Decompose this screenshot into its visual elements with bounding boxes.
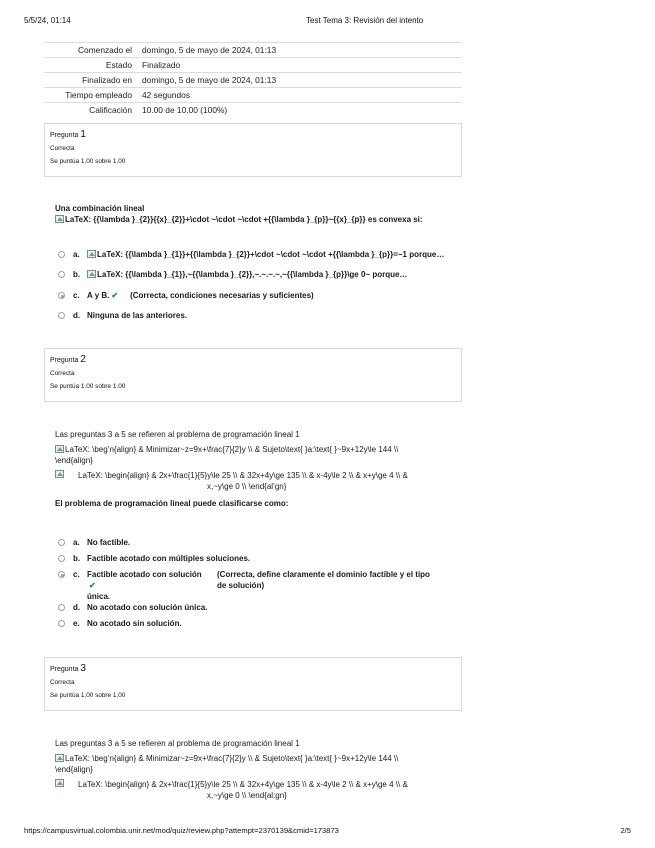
answer-option[interactable]	[58, 618, 458, 629]
latex-alt-text-cont: \end{align}	[55, 456, 93, 465]
question-number: Pregunta 2	[50, 354, 86, 365]
answer-text: A y B.	[87, 291, 110, 300]
question-1-text	[55, 203, 455, 225]
broken-image-icon	[55, 779, 64, 787]
answer-text: No acotado sin solución.	[87, 619, 182, 628]
latex-alt-text-cont: x,~y\ge 0 \\ \end{al:gn}	[207, 791, 287, 800]
answer-text-cont: única.	[87, 592, 111, 601]
radio-button-selected[interactable]	[58, 292, 65, 299]
summary-row	[44, 88, 462, 103]
question-number: Pregunta 3	[50, 663, 86, 674]
radio-button-selected[interactable]	[58, 571, 65, 578]
summary-row	[44, 43, 462, 58]
summary-row	[44, 73, 462, 88]
summary-label: Calificación	[44, 103, 136, 118]
latex-alt-text: LaTeX: \beg’n{align} & Minimizar~z=9x+\frac{7}{2}y \\ & Sujeto\text{ }a:\text{ }~9x+12y\le 144 \\	[65, 754, 399, 763]
broken-image-icon	[87, 250, 96, 258]
summary-label: Finalizado en	[44, 73, 136, 88]
latex-alt-text: LaTeX: \beg’n{align} & Minimizar~z=9x+\frac{7}{2}y \\ & Sujeto\text{ }a:\text{ }~9x+12y\le 144 \\	[65, 445, 399, 454]
answer-option[interactable]	[58, 553, 458, 564]
print-title: Test Tema 3: Revisión del intento	[306, 16, 424, 25]
question-2-info	[44, 348, 462, 402]
summary-value: 10.00 de 10.00 (100%)	[136, 103, 462, 118]
answer-option[interactable]	[58, 269, 458, 280]
answer-text: Factible acotado con solución	[87, 570, 202, 579]
answer-text: Factible acotado con múltiples soluciones.	[87, 554, 251, 563]
radio-button[interactable]	[58, 251, 65, 258]
summary-label: Estado	[44, 58, 136, 73]
answer-text: No acotado con solución única.	[87, 603, 208, 612]
answer-letter: a.	[73, 538, 80, 547]
answer-option[interactable]	[58, 537, 458, 548]
answer-feedback: (Correcta, condiciones necesarias y suficientes)	[130, 291, 314, 300]
question-state: Correcta	[50, 370, 75, 377]
answer-feedback: (Correcta, define claramente el dominio factible y el tipo	[217, 570, 430, 579]
latex-alt-text-cont: x,~y\ge 0 \\ \end{al’gn}	[207, 482, 287, 491]
summary-value: domingo, 5 de mayo de 2024, 01:13	[136, 73, 462, 88]
answer-feedback-cont: de solución)	[217, 581, 265, 590]
question-title: Una combinación lineal	[55, 204, 145, 213]
question-3-text	[55, 738, 455, 801]
print-datetime: 5/5/24, 01:14	[24, 16, 71, 25]
broken-image-icon	[55, 445, 64, 453]
checkmark-icon: ✔	[111, 291, 119, 300]
answer-letter: e.	[73, 619, 80, 628]
answer-text: LaTeX: {{\lambda }_{1}},~{{\lambda }_{2}},~.~.~.~,~{{\lambda }_{p}}\ge 0~ porque…	[97, 270, 408, 279]
question-intro: Las preguntas 3 a 5 se refieren al problema de programación lineal 1	[55, 430, 300, 439]
summary-label: Tiempo empleado	[44, 88, 136, 103]
question-1-info	[44, 123, 462, 177]
answer-letter: b.	[73, 270, 81, 279]
broken-image-icon	[55, 754, 64, 762]
latex-alt-text: LaTeX: \begin{align} & 2x+\frac{1}{5}y\le 25 \\ & 32x+4y\ge 135 \\ & x-4y\le 2 \\ & x+y\ge 4 \\ &	[78, 471, 408, 480]
question-grade: Se puntúa 1.00 sobre 1.00	[50, 692, 126, 699]
broken-image-icon	[55, 470, 64, 478]
question-state: Correcta	[50, 679, 75, 686]
page-number: 2/5	[620, 826, 631, 835]
answer-letter: c.	[73, 291, 80, 300]
answer-letter: d.	[73, 603, 81, 612]
latex-alt-text: LaTeX: \begin{align} & 2x+\frac{1}{5}y\le 25 \\ & 32x+4y\ge 135 \\ & x-4y\le 2 \\ & x+y\ge 4 \\ &	[78, 780, 408, 789]
question-grade: Se puntúa 1.00 sobre 1.00	[50, 383, 126, 390]
answer-option-selected[interactable]	[58, 569, 458, 602]
question-2-text	[55, 429, 455, 509]
radio-button[interactable]	[58, 604, 65, 611]
question-3-info	[44, 657, 462, 711]
summary-label: Comenzado el	[44, 43, 136, 58]
question-number: Pregunta 1	[50, 129, 86, 140]
latex-alt-text-cont: \end{align}	[55, 765, 93, 774]
answer-option[interactable]	[58, 249, 458, 260]
radio-button[interactable]	[58, 620, 65, 627]
question-prompt: El problema de programación lineal puede clasificarse como:	[55, 499, 289, 508]
radio-button[interactable]	[58, 539, 65, 546]
answer-option-selected[interactable]	[58, 290, 458, 301]
answer-text: Ninguna de las anteriores.	[87, 311, 188, 320]
question-grade: Se puntúa 1.00 sobre 1.00	[50, 158, 126, 165]
broken-image-icon	[87, 270, 96, 278]
question-intro: Las preguntas 3 a 5 se refieren al problema de programación lineal 1	[55, 739, 300, 748]
summary-value: 42 segundos	[136, 88, 462, 103]
radio-button[interactable]	[58, 555, 65, 562]
answer-letter: d.	[73, 311, 81, 320]
page-url: https://campusvirtual.colombia.unir.net/mod/quiz/review.php?attempt=2370139&cmid=173873	[24, 826, 339, 835]
summary-value: Finalizado	[136, 58, 462, 73]
answer-text: No factible.	[87, 538, 131, 547]
answer-option[interactable]	[58, 602, 458, 613]
answer-option[interactable]	[58, 310, 458, 321]
summary-row	[44, 103, 462, 118]
attempt-summary-table	[44, 42, 462, 118]
checkmark-icon: ✔	[89, 581, 96, 590]
broken-image-icon	[55, 215, 64, 223]
question-state: Correcta	[50, 145, 75, 152]
radio-button[interactable]	[58, 271, 65, 278]
answer-letter: a.	[73, 250, 80, 259]
latex-alt-text: LaTeX: {{\lambda }_{2}}{{x}_{2}}+\cdot ~\cdot ~\cdot +{{\lambda }_{p}}~{{x}_{p}} es convexa si:	[65, 215, 423, 224]
answer-text: LaTeX: {{\lambda }_{1}}+{{\lambda }_{2}}+\cdot ~\cdot ~\cdot +{{\lambda }_{p}}=~1 porque…	[97, 250, 445, 259]
answer-letter: b.	[73, 554, 81, 563]
answer-letter: c.	[73, 570, 80, 579]
summary-row	[44, 58, 462, 73]
summary-value: domingo, 5 de mayo de 2024, 01:13	[136, 43, 462, 58]
radio-button[interactable]	[58, 312, 65, 319]
